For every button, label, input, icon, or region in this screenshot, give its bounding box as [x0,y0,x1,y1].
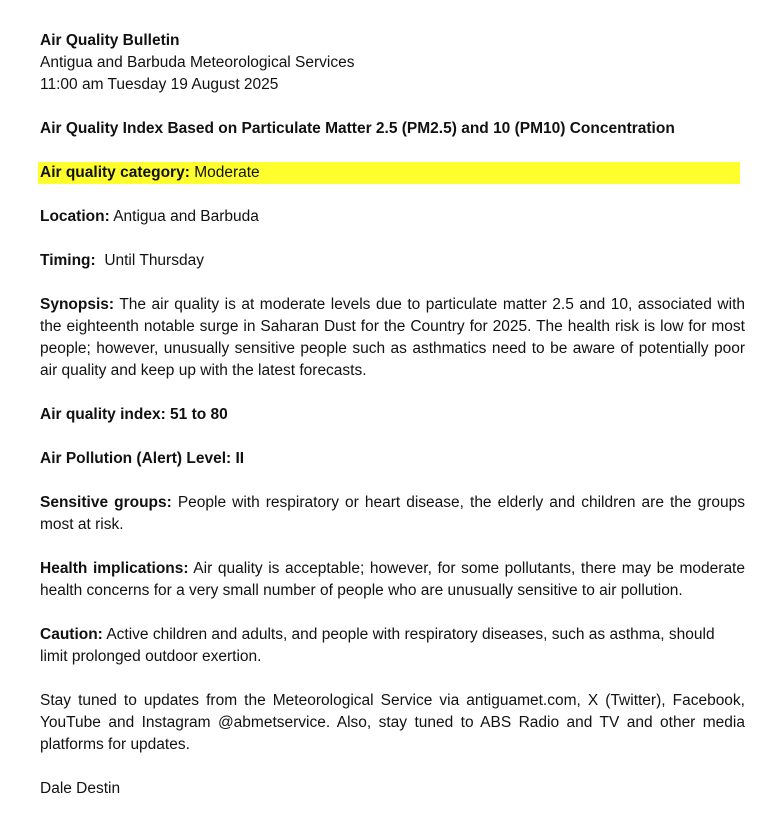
issue-datetime: 11:00 am Tuesday 19 August 2025 [40,76,279,93]
timing-label: Timing: [40,252,96,269]
sensitive-groups-label: Sensitive groups: [40,494,172,511]
timing-line [40,250,745,272]
location-line [40,206,745,228]
stay-tuned-paragraph: Stay tuned to updates from the Meteorological Service via antiguamet.com, X (Twitter), Facebook, YouTube and Instagram @abmetservice. Also, stay tuned to ABS Radio and TV and other media platforms for updates. [40,692,745,753]
category-line [38,162,740,184]
alert-level-line: Air Pollution (Alert) Level: II [40,450,245,467]
synopsis-paragraph [40,294,745,382]
bulletin-title: Air Quality Bulletin [40,32,180,49]
health-implications-label: Health implications: [40,560,189,577]
timing-value: Until Thursday [104,252,204,269]
author-signature: Dale Destin [40,780,121,797]
category-label: Air quality category: [40,164,190,181]
health-implications-text: Air quality is acceptable; however, for some pollutants, there may be moderate health concerns for a very small number of people who are unusually sensitive to air pollution. [40,560,745,599]
category-value: Moderate [194,164,260,181]
health-implications-paragraph [40,558,745,602]
caution-text: Active children and adults, and people with respiratory diseases, such as asthma, should limit prolonged outdoor exertion. [40,626,715,665]
aqi-line: Air quality index: 51 to 80 [40,406,228,423]
index-heading: Air Quality Index Based on Particulate Matter 2.5 (PM2.5) and 10 (PM10) Concentration [40,120,675,137]
agency-name: Antigua and Barbuda Meteorological Services [40,54,355,71]
sensitive-groups-text: People with respiratory or heart disease, the elderly and children are the groups most at risk. [40,494,745,533]
caution-label: Caution: [40,626,103,643]
sensitive-groups-paragraph [40,492,745,536]
location-label: Location: [40,208,110,225]
synopsis-label: Synopsis: [40,296,115,313]
bulletin-header [40,30,745,96]
location-value: Antigua and Barbuda [113,208,259,225]
synopsis-text: The air quality is at moderate levels due to particulate matter 2.5 and 10, associated with the eighteenth notable surge in Saharan Dust for the Country for 2025. The health risk is low for most people; however, unusually sensitive people such as asthmatics need to be aware of potentially poor air quality and keep up with the latest forecasts. [40,296,745,379]
caution-paragraph [40,624,745,668]
